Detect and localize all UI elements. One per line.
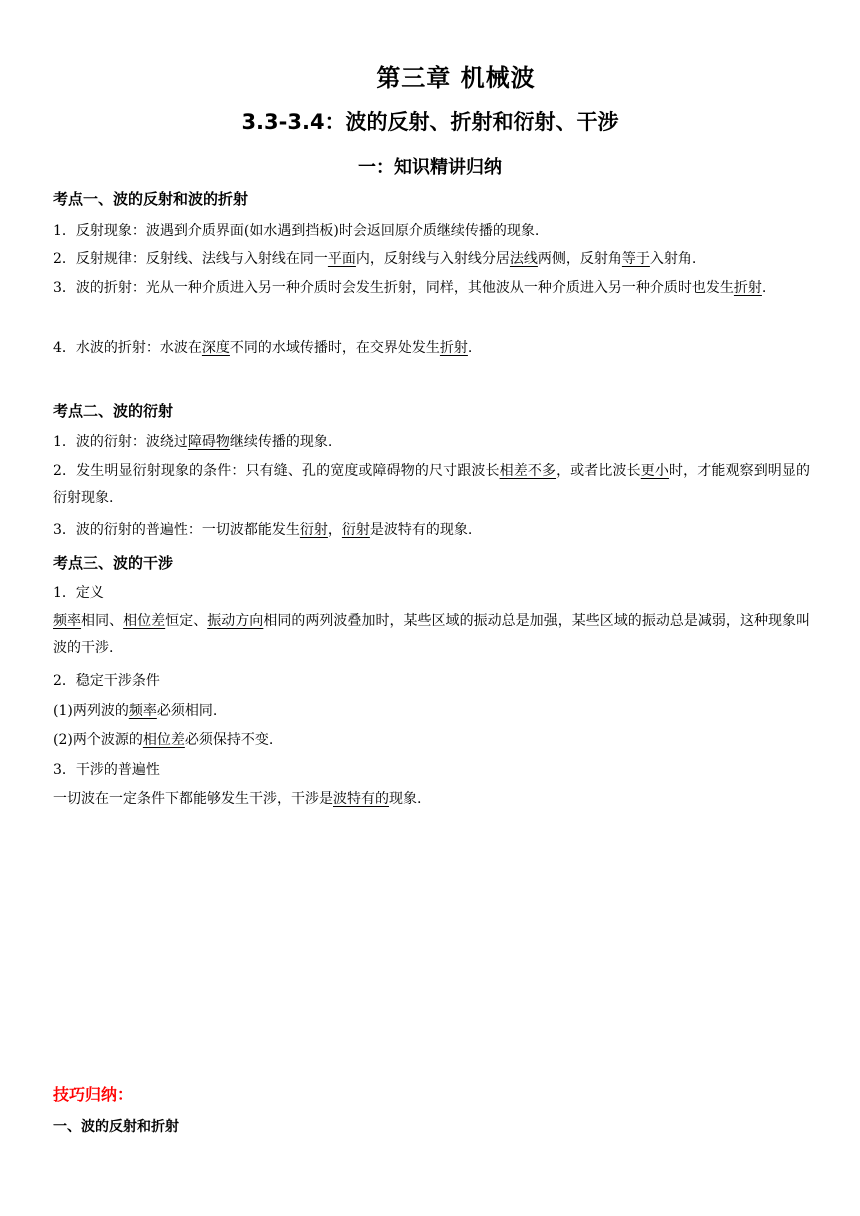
kd3-line-6: 3．干涉的普遍性 [53,762,160,778]
text-run: 继续传播的现象. [229,434,333,450]
text-run: 两侧，反射角 [537,251,622,267]
underlined-term: 平面 [327,251,356,267]
kd1-line-2 [53,246,810,273]
text-run: (1)两列波的 [53,703,129,719]
kd2-line-3 [53,517,810,544]
kd1-heading: 考点一、波的反射和波的折射 [53,190,249,208]
kd1-line-3 [53,275,810,302]
text-run: 时，才能观察到明显的衍射现象. [53,463,811,506]
text-run: 相同、 [81,613,124,629]
text-run: 4．水波的折射：水波在 [53,340,202,356]
lesson-title: 3.3-3.4：波的反射、折射和衍射、干涉 [241,110,619,134]
text-run: 1．波的衍射：波绕过 [53,434,188,450]
underlined-term: 相位差 [123,613,166,629]
text-run: 必须保持不变. [184,732,274,748]
underlined-term: 更小 [640,463,669,479]
kd2-heading: 考点二、波的衍射 [53,402,174,420]
underlined-term: 波特有的 [333,791,389,807]
underlined-term: 法线 [509,251,538,267]
underlined-term: 衍射 [299,522,328,538]
text-run: 2．反射规律：反射线、法线与入射线在同一 [53,251,328,267]
text-run: . [761,280,767,296]
kd3-line-2 [53,608,810,662]
kd3-line-1: 1．定义 [53,585,104,601]
kd1-line-4 [53,335,810,362]
text-run: ， [327,522,342,538]
underlined-term: 衍射 [341,522,370,538]
kd3-line-3: 2．稳定干涉条件 [53,673,160,689]
text-run: (2)两个波源的 [53,732,143,748]
text-run: 3．波的折射：光从一种介质进入另一种介质时会发生折射，同样，其他波从一种介质进入另一种介质时也发生 [53,280,734,296]
kd3-line-5 [53,727,810,754]
kd3-line-7 [53,786,810,813]
text-run: . [467,340,473,356]
underlined-term: 折射 [733,280,762,296]
underlined-term: 折射 [439,340,468,356]
kd1-line-1: 1．反射现象：波遇到介质界面(如水遇到挡板)时会返回原介质继续传播的现象. [53,223,540,239]
text-run: 3．波的衍射的普遍性：一切波都能发生 [53,522,300,538]
text-run: 恒定、 [165,613,208,629]
skills-heading: 技巧归纳： [53,1085,134,1104]
section-title: 一：知识精讲归纳 [358,157,502,178]
kd3-heading: 考点三、波的干涉 [53,554,174,572]
kd2-line-1 [53,429,810,456]
text-run: ，或者比波长 [556,463,641,479]
skills-subheading: 一、波的反射和折射 [53,1119,179,1135]
text-run: 入射角. [649,251,697,267]
text-run: 内，反射线与入射线分居 [355,251,510,267]
text-run: 相同的两列波叠加时，某些区域的振动总是加强，某些区域的振动总是减弱，这种现象叫波的干涉. [53,613,811,656]
text-run: 2．发生明显衍射现象的条件：只有缝、孔的宽度或障碍物的尺寸跟波长 [53,463,500,479]
underlined-term: 频率 [128,703,157,719]
underlined-term: 障碍物 [187,434,230,450]
text-run: 必须相同. [156,703,218,719]
chapter-title: 第三章 机械波 [376,64,536,92]
underlined-term: 深度 [201,340,230,356]
text-run: 是波特有的现象. [369,522,473,538]
underlined-term: 频率 [53,613,82,629]
underlined-term: 等于 [621,251,650,267]
underlined-term: 相位差 [142,732,185,748]
text-run: 一切波在一定条件下都能够发生干涉，干涉是 [53,791,333,807]
text-run: 现象. [389,791,422,807]
underlined-term: 相差不多 [499,463,557,479]
text-run: 不同的水域传播时，在交界处发生 [229,340,440,356]
underlined-term: 振动方向 [207,613,264,629]
kd2-line-2 [53,458,810,512]
kd3-line-4 [53,698,810,725]
